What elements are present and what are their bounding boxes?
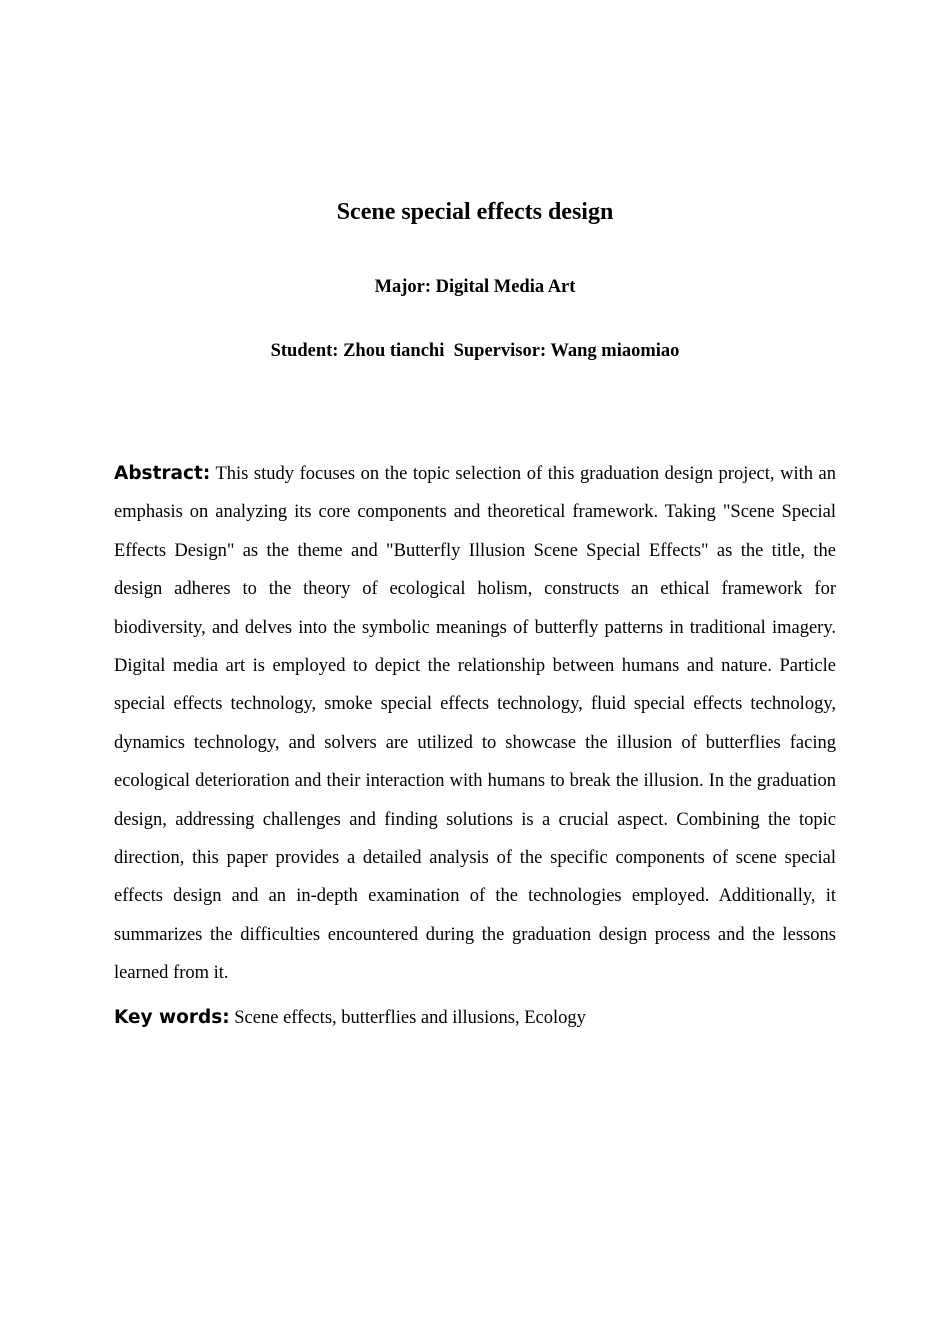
- major-line: Major: Digital Media Art: [374, 277, 576, 297]
- abstract-label: Abstract:: [114, 463, 211, 484]
- paper-title: Scene special effects design: [336, 199, 614, 225]
- keywords-section: [114, 1003, 836, 1033]
- student-supervisor-line: Student: Zhou tianchi Supervisor: Wang miaomiao: [270, 341, 680, 361]
- abstract-paragraph: [114, 455, 836, 993]
- keywords-text: Scene effects, butterflies and illusions, Ecology: [234, 1008, 586, 1028]
- keywords-label: Key words:: [114, 1007, 230, 1028]
- abstract-text: This study focuses on the topic selection of this graduation design project, with an emphasis on analyzing its core components and theoretical framework. Taking "Scene Special Effects Design" as the theme and "Butterfly Illusion Scene Special Effects" as the title, the design adheres to the theory of ecological holism, constructs an ethical framework for biodiversity, and delves into the symbolic meanings of butterfly patterns in traditional imagery. Digital media art is employed to depict the relationship between humans and nature. Particle special effects technology, smoke special effects technology, fluid special effects technology, dynamics technology, and solvers are utilized to showcase the illusion of butterflies facing ecological deterioration and their interaction with humans to break the illusion. In the graduation design, addressing challenges and finding solutions is a crucial aspect. Combining the topic direction, this paper provides a detailed analysis of the specific components of scene special effects design and an in-depth examination of the technologies employed. Additionally, it summarizes the difficulties encountered during the graduation design process and the lessons learned from it.: [114, 464, 836, 984]
- abstract-section: [114, 455, 836, 993]
